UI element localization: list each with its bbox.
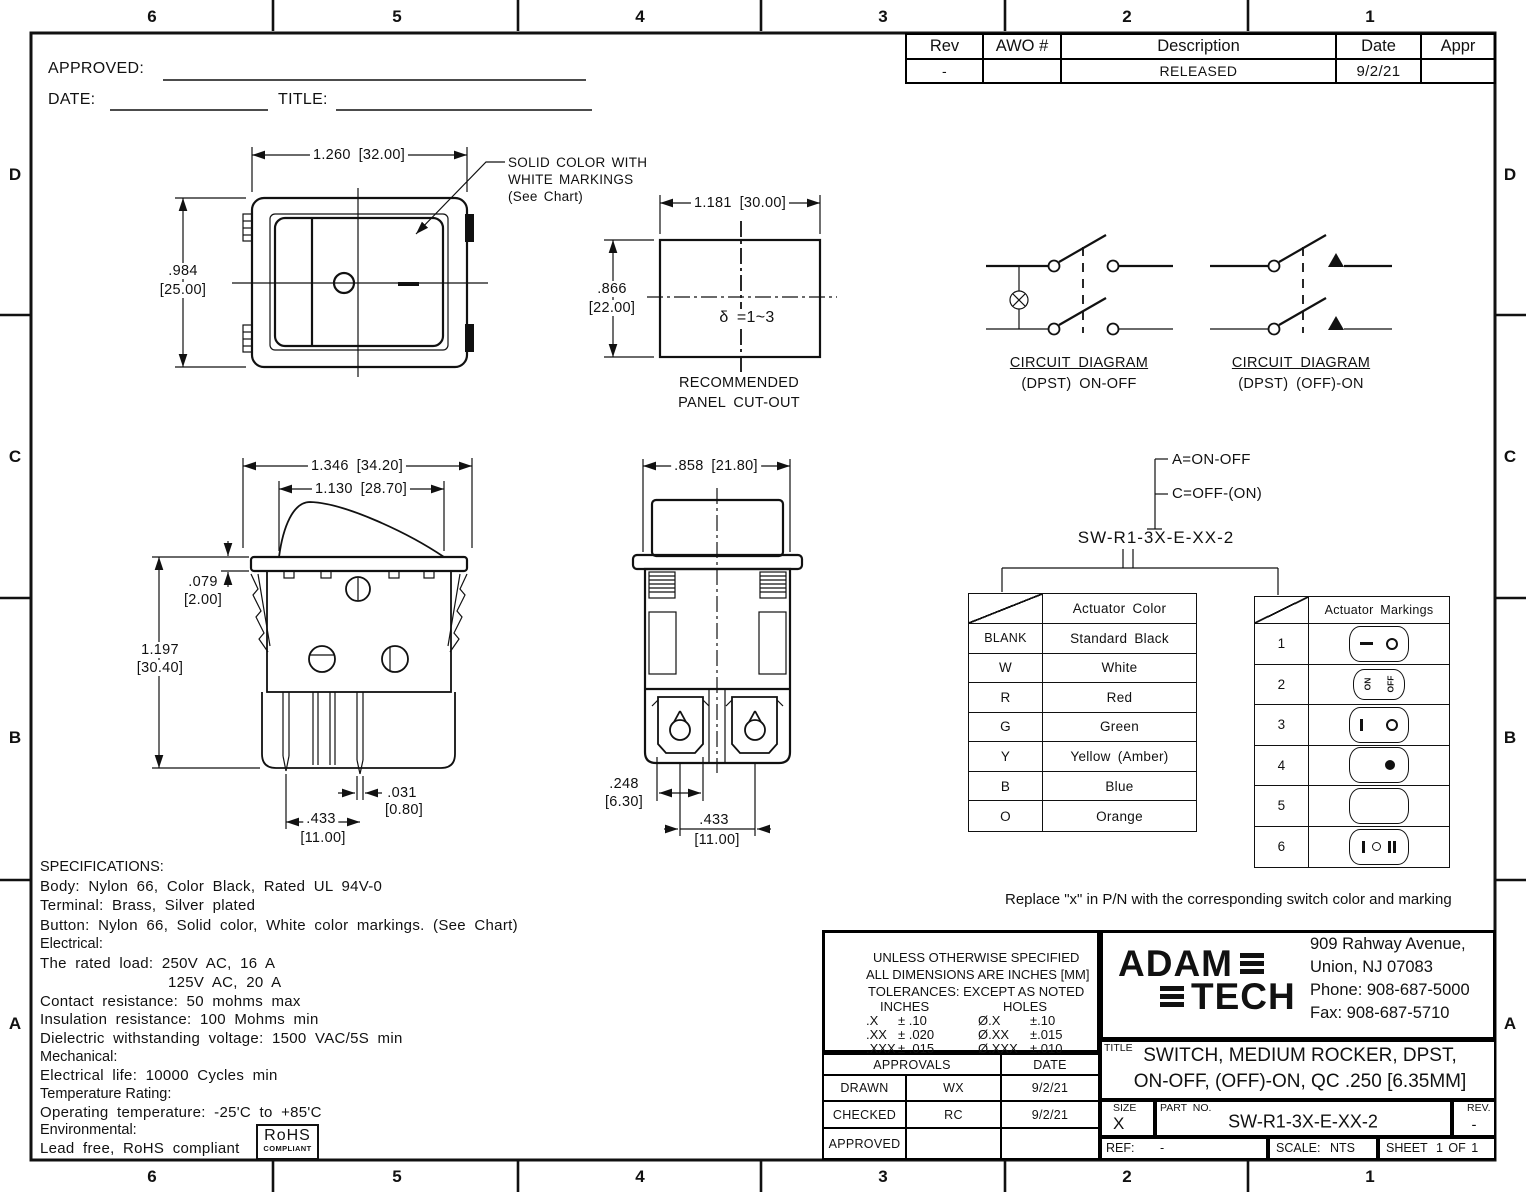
dim-end-pitch-mm: [11.00] (691, 832, 742, 848)
color-name-cell: Orange (1096, 808, 1143, 824)
marking-bar-circle-doublebar-icon (1349, 829, 1409, 865)
dim-side-height-in: 1.197 (138, 642, 182, 658)
color-name-cell: White (1043, 654, 1196, 684)
dim-terminal-mm: [6.30] (602, 794, 646, 810)
marking-num-cell: 5 (1255, 786, 1309, 827)
grid-col-label: 5 (392, 7, 402, 26)
end-view-drawing (633, 459, 802, 836)
tolerance-note: ALL DIMENSIONS ARE INCHES [MM] (866, 967, 1090, 982)
tol-cell: .X (866, 1013, 879, 1028)
spec-line: Insulation resistance: 100 Mohms min (40, 1011, 319, 1028)
marking-num-cell: 4 (1255, 746, 1309, 787)
scale-value: NTS (1330, 1141, 1355, 1155)
pn-option-a: A=ON-OFF (1172, 451, 1251, 468)
rev-label: REV. (1467, 1102, 1491, 1114)
approved-label: APPROVED: (48, 60, 145, 77)
dim-side-pitch-in: .433 (303, 811, 338, 827)
marking-glyph-cell (1309, 665, 1449, 706)
tol-cell: ±.015 (1030, 1027, 1063, 1042)
drawing-title-line1: SWITCH, MEDIUM ROCKER, DPST, (1143, 1045, 1457, 1066)
approval-date-cell: 9/2/21 (1002, 1102, 1098, 1129)
company-fax: Fax: 908-687-5710 (1310, 1004, 1450, 1022)
part-number-connectors (1002, 459, 1278, 595)
color-code-cell: G (969, 713, 1043, 743)
spec-line: Electrical: (40, 936, 103, 952)
drawing-title-label: TITLE (1104, 1042, 1133, 1054)
solid-color-callout: (See Chart) (508, 189, 584, 204)
dim-end-width: .858 [21.80] (671, 458, 761, 474)
grid-row-label: C (1503, 447, 1517, 466)
logo-adam-text: ADAM (1118, 943, 1233, 984)
circuit-right-subtitle: (DPST) (OFF)-ON (1238, 376, 1364, 392)
tolerance-note: TOLERANCES: EXCEPT AS NOTED (868, 984, 1085, 999)
rev-header-cell: AWO # (984, 35, 1062, 60)
date-label: DATE: (48, 91, 96, 108)
rev-header-cell: Rev (907, 35, 984, 60)
tol-cell: Ø.X (978, 1013, 1001, 1028)
pn-option-c: C=OFF-(ON) (1172, 485, 1263, 502)
spec-line: Button: Nylon 66, Solid color, White color markings. (See Chart) (40, 917, 518, 934)
color-code-cell: O (969, 801, 1043, 831)
company-address: 909 Rahway Avenue, (1310, 935, 1466, 953)
marking-on-text: ON (1362, 677, 1373, 691)
grid-row-label: D (8, 165, 22, 184)
dim-side-total-width: 1.346 [34.20] (308, 458, 406, 474)
title-label: TITLE: (278, 91, 328, 108)
grid-col-label: 1 (1365, 1167, 1375, 1186)
grid-col-label: 2 (1122, 1167, 1132, 1186)
dim-pin-thickness-mm: [0.80] (382, 802, 426, 818)
grid-col-label: 4 (635, 7, 645, 26)
spec-line: Body: Nylon 66, Color Black, Rated UL 94V-0 (40, 878, 383, 895)
dim-side-height-mm: [30.40] (134, 660, 186, 676)
color-name-cell: Blue (1043, 772, 1196, 802)
panel-thickness-note: δ =1~3 (716, 309, 777, 327)
approval-name-cell (907, 1129, 1002, 1158)
spec-line: Lead free, RoHS compliant (40, 1140, 240, 1157)
rohs-compliant-logo (256, 1124, 319, 1160)
cutout-caption: RECOMMENDED (678, 375, 800, 391)
grid-row-label: A (8, 1014, 22, 1033)
approval-role-cell: CHECKED (824, 1102, 907, 1129)
rev-header-cell: Description (1062, 35, 1337, 60)
spec-line: Dielectric withstanding voltage: 1500 VAC/5S min (40, 1030, 403, 1047)
rev-value: - (1471, 1116, 1477, 1134)
dim-flange-mm: [2.00] (181, 592, 225, 608)
spec-line: Terminal: Brass, Silver plated (40, 897, 256, 914)
logo-bars-icon (1240, 953, 1264, 974)
grid-col-label: 3 (878, 7, 888, 26)
color-table-header: Actuator Color (1043, 594, 1196, 624)
rev-value-cell: - (907, 60, 984, 82)
solid-color-callout: WHITE MARKINGS (508, 172, 634, 187)
grid-col-label: 5 (392, 1167, 402, 1186)
color-name-cell: Green (1043, 713, 1196, 743)
rohs-logo-subtext: COMPLIANT (263, 1144, 312, 1153)
rohs-logo-text: RoHS (264, 1127, 311, 1144)
dim-pin-thickness-in: .031 (384, 785, 419, 801)
grid-col-label: 6 (147, 1167, 157, 1186)
marking-dash-circle-icon (1349, 626, 1409, 662)
marking-bar-circle-icon (1349, 707, 1409, 743)
rev-value-cell (984, 60, 1062, 82)
rev-header-cell: Date (1337, 35, 1422, 60)
dim-side-rocker-width: 1.130 [28.70] (312, 481, 410, 497)
marking-dot-icon (1349, 747, 1409, 783)
rev-value-cell: 9/2/21 (1337, 60, 1422, 82)
tolerance-col-inches: INCHES (880, 999, 930, 1014)
scale-label: SCALE: (1276, 1141, 1321, 1155)
tol-cell: ±.010 (1030, 1041, 1063, 1056)
marking-num-cell: 6 (1255, 827, 1309, 868)
front-view-drawing (175, 147, 505, 377)
actuator-color-table (968, 593, 1197, 832)
dim-front-height-mm: [25.00] (157, 282, 209, 298)
solid-color-callout: SOLID COLOR WITH (508, 155, 648, 170)
company-address: Union, NJ 07083 (1310, 958, 1433, 976)
spec-line: Mechanical: (40, 1049, 118, 1065)
marking-glyph-cell (1309, 705, 1449, 746)
color-code-cell: BLANK (969, 624, 1043, 654)
approval-header-rules (110, 80, 592, 110)
tol-cell: ± .015 (898, 1041, 935, 1056)
grid-row-label: D (1503, 165, 1517, 184)
color-name-cell: Red (1043, 683, 1196, 713)
drawing-title-line2: ON-OFF, (OFF)-ON, QC .250 [6.35MM] (1133, 1071, 1467, 1092)
approval-name-cell: WX (907, 1076, 1002, 1102)
tol-cell: ± .020 (898, 1027, 935, 1042)
dim-end-pitch-in: .433 (696, 812, 731, 828)
color-code-cell: B (969, 772, 1043, 802)
approval-role-cell: APPROVED (824, 1129, 907, 1158)
part-number-text: SW-R1-3X-E-XX-2 (1077, 528, 1235, 547)
actuator-markings-table (1254, 596, 1450, 868)
replace-x-note: Replace "x" in P/N with the corresponding switch color and marking (1005, 891, 1452, 908)
grid-row-label: A (1503, 1014, 1517, 1033)
sheet-label: SHEET (1386, 1141, 1428, 1155)
grid-col-label: 2 (1122, 7, 1132, 26)
size-value: X (1113, 1114, 1125, 1133)
spec-line: Environmental: (40, 1122, 137, 1138)
color-name-cell: Yellow (Amber) (1043, 742, 1196, 772)
dim-front-height-in: .984 (165, 263, 200, 279)
ref-value: - (1160, 1141, 1165, 1155)
marking-on-off-icon (1353, 669, 1405, 700)
color-code-cell: W (969, 654, 1043, 684)
rev-header-cell: Appr (1422, 35, 1494, 60)
approvals-table (822, 1053, 1100, 1160)
spec-line: Temperature Rating: (40, 1086, 172, 1102)
company-phone: Phone: 908-687-5000 (1310, 981, 1470, 999)
cutout-caption: PANEL CUT-OUT (678, 395, 800, 411)
marking-num-cell: 3 (1255, 705, 1309, 746)
color-name-cell: Standard Black (1043, 624, 1196, 654)
approval-date-cell (1002, 1129, 1098, 1158)
approval-name-cell: RC (907, 1102, 1002, 1129)
marking-glyph-cell (1309, 786, 1449, 827)
tol-cell: .XX (866, 1027, 887, 1042)
panel-cutout-drawing (604, 195, 837, 375)
approvals-header: APPROVALS (824, 1055, 1002, 1076)
approval-role-cell: DRAWN (824, 1076, 907, 1102)
color-table-corner-cell (969, 594, 1043, 624)
spec-line: Operating temperature: -25'C to +85'C (40, 1104, 322, 1121)
dim-cutout-height-in: .866 (594, 281, 629, 297)
circuit-left-subtitle: (DPST) ON-OFF (1021, 376, 1137, 392)
tolerance-note: UNLESS OTHERWISE SPECIFIED (873, 950, 1080, 965)
marking-glyph-cell (1309, 827, 1449, 868)
logo-tech-text: TECH (1191, 976, 1296, 1017)
grid-row-label: B (1503, 728, 1517, 747)
marking-glyph-cell (1309, 746, 1449, 787)
circuit-diagram-on-off (986, 235, 1173, 335)
revision-table (905, 33, 1496, 84)
tol-cell: ± .10 (898, 1013, 927, 1028)
logo-bars-icon (1160, 986, 1184, 1007)
color-code-cell: Y (969, 742, 1043, 772)
part-no-label: PART NO. (1160, 1102, 1212, 1114)
spec-line: Electrical life: 10000 Cycles min (40, 1067, 278, 1084)
circuit-diagram-off-on (1210, 235, 1392, 335)
rev-value-cell: RELEASED (1062, 60, 1337, 82)
color-code-cell: R (969, 683, 1043, 713)
dim-cutout-width: 1.181 [30.00] (691, 195, 789, 211)
grid-col-label: 6 (147, 7, 157, 26)
circuit-left-title: CIRCUIT DIAGRAM (1009, 355, 1149, 371)
dim-cutout-height-mm: [22.00] (586, 300, 638, 316)
spec-line: Contact resistance: 50 mohms max (40, 993, 301, 1010)
grid-col-label: 1 (1365, 7, 1375, 26)
size-label: SIZE (1113, 1102, 1137, 1114)
circuit-right-title: CIRCUIT DIAGRAM (1231, 355, 1371, 371)
markings-table-corner-cell (1255, 597, 1309, 624)
tol-cell: .XXX (866, 1041, 896, 1056)
grid-row-label: C (8, 447, 22, 466)
spec-line: 125V AC, 20 A (168, 974, 282, 991)
grid-row-label: B (8, 728, 22, 747)
dim-front-width: 1.260 [32.00] (310, 147, 408, 163)
markings-table-header: Actuator Markings (1309, 597, 1449, 624)
marking-num-cell: 2 (1255, 665, 1309, 706)
rev-value-cell (1422, 60, 1494, 82)
marking-blank-icon (1349, 788, 1409, 824)
dim-side-pitch-mm: [11.00] (297, 830, 348, 846)
dim-terminal-in: .248 (606, 776, 641, 792)
tol-cell: Ø.XXX (978, 1041, 1018, 1056)
marking-num-cell: 1 (1255, 624, 1309, 665)
sheet-value: 1 OF 1 (1436, 1141, 1479, 1155)
tol-cell: ±.10 (1030, 1013, 1056, 1028)
approvals-date-header: DATE (1002, 1055, 1098, 1076)
grid-col-label: 4 (635, 1167, 645, 1186)
part-no-value: SW-R1-3X-E-XX-2 (1228, 1111, 1378, 1132)
approval-date-cell: 9/2/21 (1002, 1076, 1098, 1102)
marking-glyph-cell (1309, 624, 1449, 665)
spec-line: The rated load: 250V AC, 16 A (40, 955, 276, 972)
tolerance-col-holes: HOLES (1003, 999, 1048, 1014)
side-view-drawing (152, 458, 472, 829)
grid-col-label: 3 (878, 1167, 888, 1186)
adam-tech-logo (1118, 945, 1296, 1015)
tol-cell: Ø.XX (978, 1027, 1010, 1042)
dim-flange-in: .079 (185, 574, 220, 590)
ref-label: REF: (1106, 1141, 1135, 1155)
spec-line: SPECIFICATIONS: (40, 859, 164, 875)
marking-off-text: OFF (1385, 675, 1396, 693)
